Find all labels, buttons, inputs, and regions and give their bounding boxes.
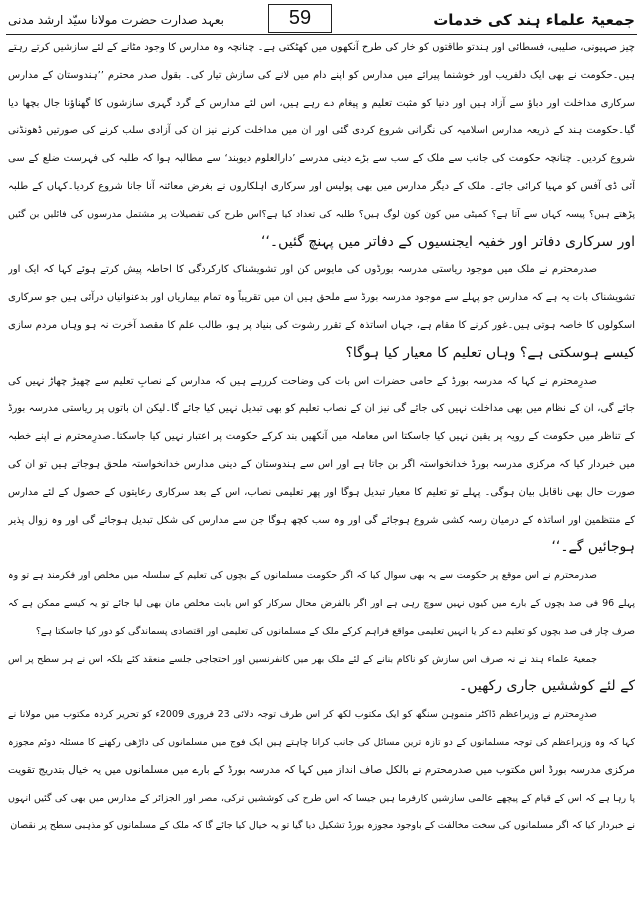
text-line: صدرِمحترم نے کہا کہ مدرسہ بورڈ کے حامی حضرات اس بات کی وضاحت کررہے ہیں کہ مدارس کے نصابِ تعلیم سے چھیڑ چھاڑ نہیں کی [8,375,597,387]
text-line: چیز صہیونی، صلیبی، فسطائی اور ہندتو طاقتوں کو خار کی طرح آنکھوں میں کھٹکتی ہے۔ چنانچہ وہ مدارس کا وجود مٹانے کے لئے سازشیں کرتے رہتے [8,42,635,53]
paragraph [8,368,635,563]
paragraph [8,34,635,256]
text-line: میں خبردار کیا کہ مرکزی مدرسہ بورڈ خدانخواستہ اگر بن جاتا ہے اور اس سے ہندوستان کے دینی مدارس خدانخواستہ ملحق ہوجاتے ہیں تو ان کی [8,458,635,470]
text-line: کے لئے کوششیں جاری رکھیں۔ [459,678,635,695]
paragraph [8,701,635,840]
paragraph [8,562,635,645]
text-line: صدرِمحترم نے وزیراعظم ڈاکٹر منموہن سنگھ کو ایک مکتوب لکھ کر اس طرف توجہ دلائی 23 فروری 2009ء کو تحریر کردہ مکتوب میں مولانا نے [8,709,597,721]
text-line: پڑھتے ہیں؟ پیسہ کہاں سے آتا ہے؟ کمیٹی میں کون کون لوگ ہیں؟ طلبہ کی تعداد کیا ہے؟اس طرح کی تفصیلات پر مشتمل مدرسوں کی فائلیں بن گئیں [8,208,635,220]
text-line: نے خبردار کیا کہ اگر مسلمانوں کی سخت مخالفت کے باوجود مجوزہ بورڈ تشکیل دیا گیا تو یہ خیال کیا جائے گا کہ ملک کے مسلمانوں کو مذہبی سطح پر نقصان [10,820,635,832]
text-line: صدرمحترم نے اس موقع پر حکومت سے یہ بھی سوال کیا کہ اگر حکومت مسلمانوں کے بچوں کی تعلیم کے سلسلہ میں مخلص اور فکرمند ہے تو وہ [8,570,597,582]
text-line: کے تناظر میں حکومت کے رویہ پر یقین نہیں کیا جاسکتا اس معاملہ میں آنکھیں بند کرکے حکومت پر اعتبار نہیں کیا جاسکتا۔صدرِمحترم نے اپنے خطبہ [8,431,635,443]
text-line: گیا۔حکومت ہند کے ذریعہ مدارس اسلامیہ کی نگرانی شروع کردی گئی اور ان میں مداخلت کرنے نیز ان کی آزادی سلب کرنے کی صورتیں ڈھونڈنی [8,125,635,137]
header-subtitle: بعہد صدارت حضرت مولانا سیّد ارشد مدنی [8,13,224,27]
text-line: آئی ڈی آفس کو مہیا کرائی جائے۔ ملک کے دیگر مدارس میں بھی پولیس اور سرکاری اہلکاروں نے بغرض معائنہ آنا جانا شروع کردیا۔کہاں کے طلبہ [8,180,635,192]
text-line: صورت حال بھی ناقابل بیان ہوگی۔ پہلے تو تعلیم کا معیار تبدیل ہوگا اور پھر تعلیمی نصاب، اس کے بعد سرکاری رعایتوں کے حصول کے لئے مدارس [8,486,635,498]
text-line: ہیں۔حکومت نے بھی ایک دلفریب اور خوشنما پیرائے میں مدارس کو اپنے دام میں لانے کی سازش تیار کی۔ بقول صدر محترم ’’ہندوستان کے مدارس [8,69,635,81]
text-line: ہوجائیں گے۔‘‘ [551,539,635,556]
text-line: پہلے 96 فی صد بچوں کے بارے میں کیوں نہیں سوچ رہی ہے اور اگر بالفرض محال سرکار کو اس بابت مخلص مان بھی لیا جائے تو یہ کیسے ممکن ہے کہ [8,597,635,609]
text-line: کہا کہ وہ وزیراعظم کی توجہ مسلمانوں کے دو تازہ ترین مسائل کی جانب کرانا چاہتے ہیں ایک فوج میں مسلمانوں کی داڑھی رکھنے کا مسئلہ دوئم مجوزہ [8,736,635,748]
text-line: اسکولوں کا خاصہ ہوتی ہیں۔غور کرنے کا مقام ہے، جہاں اساتذہ کے تقرر رشوت کی بنیاد پر ہو، طالب علم کا مقصد آخرت نہ ہو وہاں مردم سازی [8,319,635,331]
text-line: جمعیۃ علماء ہند نے نہ صرف اس سازش کو ناکام بنانے کے لئے ملک بھر میں کانفرنسیں اور احتجاجی جلسے منعقد کئے بلکہ اس نے ہر سطح پر اس [8,653,597,665]
page-header [6,4,637,35]
page-number: 59 [268,4,332,33]
text-line: تشویشناک بات یہ ہے کہ مدارس جو پہلے سے موجود مدرسہ بورڈ سے ملحق ہیں ان میں تقریباً وہ تمام بیماریاں اور بدعنوانیاں درآئی ہیں جو سرکاری [8,292,635,304]
page-body [8,34,635,840]
text-line: سرکاری مداخلت اور دباؤ سے آزاد ہیں اور دنیا کو مثبت تعلیم و پیغام دے رہے ہیں، اس لئے مدارس کے گرد گہری سازشوں کا گھناؤنا جال بچھا دیا [8,97,635,109]
text-line: شروع کردیں۔ چنانچہ حکومت کی جانب سے ملک کے سب سے بڑے دینی مدرسے ’دارالعلوم دیوبند‘ سے مطالبہ ہوا کہ طلبہ کی فہرست ضلع کے سی [8,153,635,165]
paragraph [8,256,635,367]
text-line: جائے گی، ان کے نظام میں بھی مداخلت نہیں کی جائے گی نیز ان کے نصاب تعلیم کو بھی تبدیل نہیں کیا جائے گا۔لیکن ان باتوں پر ریاستی مدرسہ بورڈ [8,403,635,415]
paragraph [8,646,635,702]
book-title: جمعیۃ علماء ہند کی خدمات [433,11,635,29]
text-line: صدرمحترم نے ملک میں موجود ریاستی مدرسہ بورڈوں کی مایوس کن اور تشویشناک کارکردگی کا احاطہ پیش کرتے ہوئے کہا کہ ایک اور [8,264,597,276]
text-line: کے منتظمین اور اساتذہ کے درمیان رسہ کشی شروع ہوجائے گی اور وہ سب کچھ ہوگا جن سے مدارس کی شکل تبدیل ہوجائے گی اور وہ زوال پذیر [8,514,635,526]
text-line: پا رہا ہے کہ اس کے قیام کے پیچھے عالمی سازشیں کارفرما ہیں جیسا کہ اس طرح کی کوششیں ترکی، مصر اور الجزائر کے مدارس میں بھی کی گئیں انہوں [8,792,635,804]
text-line: کیسے ہوسکتی ہے؟ وہاں تعلیم کا معیار کیا ہوگا؟ [345,344,635,361]
text-line: اور سرکاری دفاتر اور خفیہ ایجنسیوں کے دفاتر میں پہنچ گئیں۔‘‘ [261,233,635,250]
text-line: مرکزی مدرسہ بورڈ اس مکتوب میں صدرمحترم نے بالکل صاف انداز میں کہا کہ مدرسہ بورڈ کے بارے میں مسلمانوں میں یہ خیال بتدریج تقویت [8,763,635,776]
text-line: صرف چار فی صد بچوں کو تعلیم دے کر یا انہیں تعلیمی مواقع فراہم کرکے ملک کے مسلمانوں کی تعلیمی اور اقتصادی پسماندگی کو دور کیا جاسکتا ہے؟ [35,625,635,637]
